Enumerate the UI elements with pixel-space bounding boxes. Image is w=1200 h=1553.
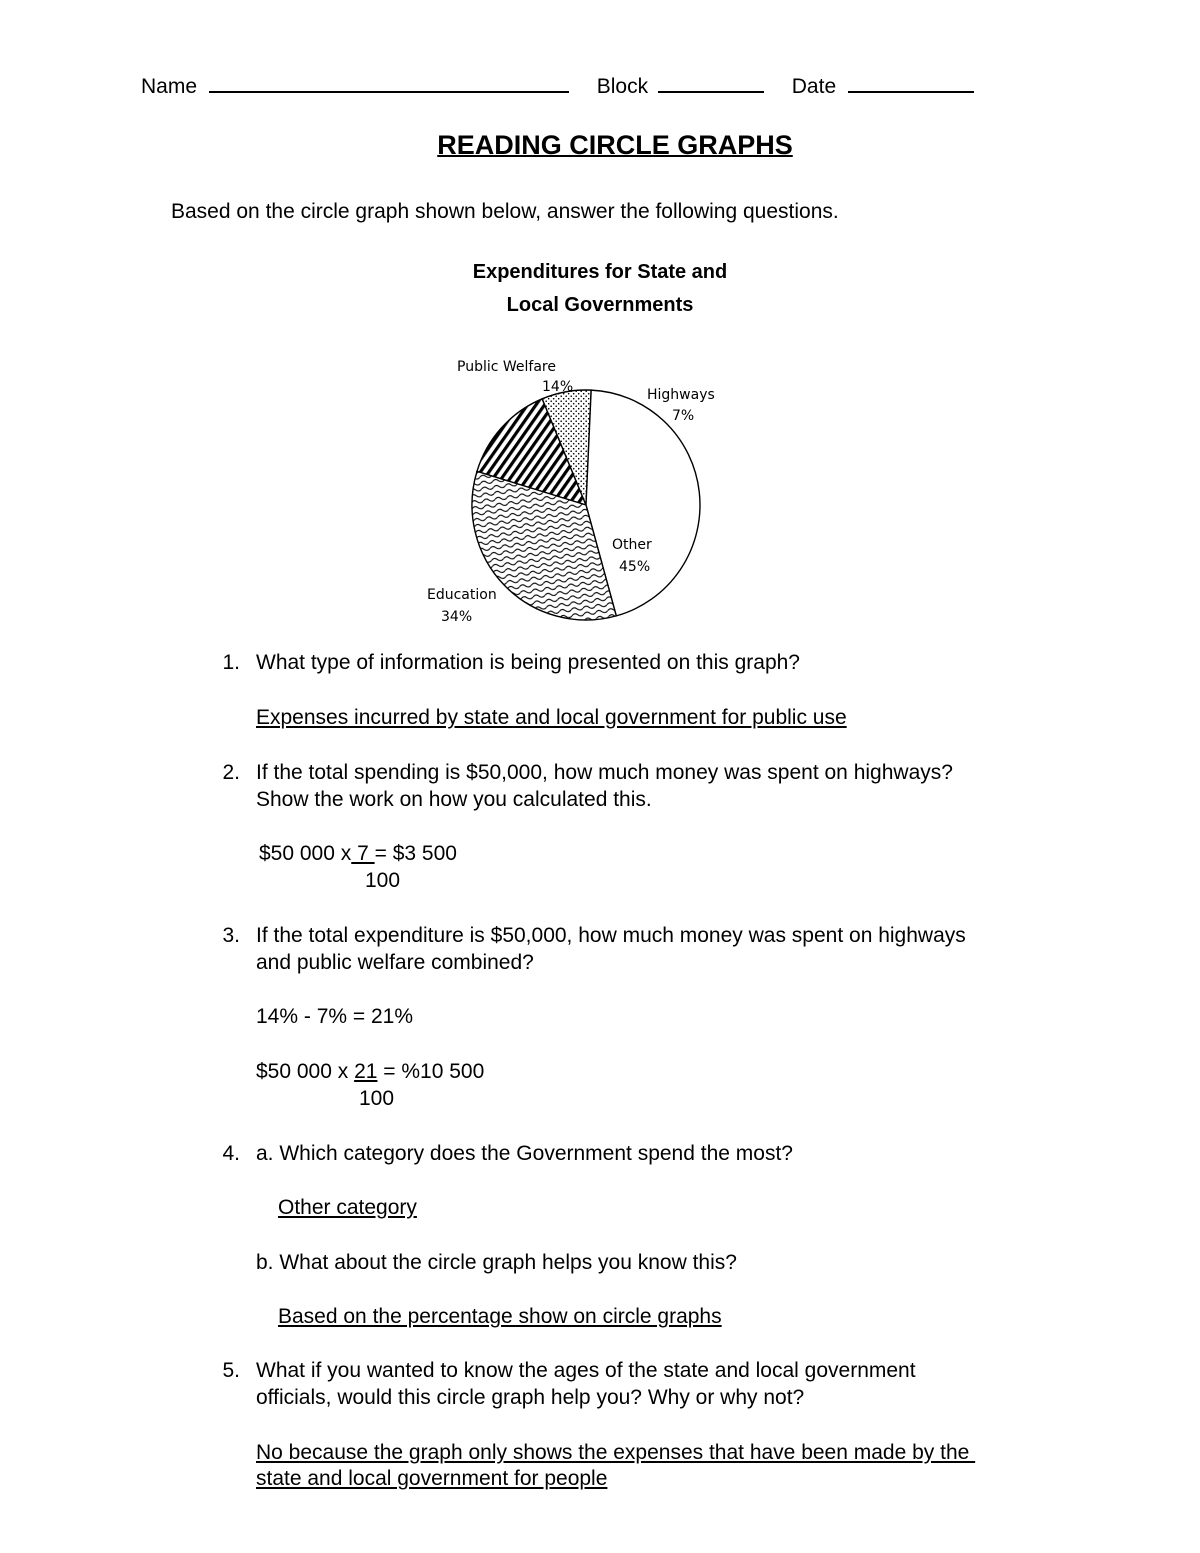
q2-number: 2. <box>222 761 240 784</box>
q2-work-prefix: $50 000 x <box>259 842 352 865</box>
q1-text: What type of information is being presented on this graph? <box>256 651 800 674</box>
q4-answer-b: Based on the percentage show on circle graphs <box>278 1305 722 1328</box>
q1-answer: Expenses incurred by state and local government for public use <box>256 706 847 729</box>
value-highways: 7% <box>672 408 695 424</box>
block-label: Block <box>596 75 649 98</box>
q2-line1: If the total spending is $50,000, how much money was spent on highways? <box>256 761 953 784</box>
q3-line1: If the total expenditure is $50,000, how much money was spent on highways <box>256 924 966 947</box>
name-label: Name <box>141 75 198 98</box>
q5-line2: officials, would this circle graph help you? Why or why not? <box>256 1386 805 1409</box>
chart-title-line2: Local Governments <box>506 294 694 316</box>
q2-work-denominator: 100 <box>365 869 401 892</box>
header-row <box>141 71 974 99</box>
value-other: 45% <box>619 559 651 575</box>
q5-answer-line2: state and local government for people <box>256 1467 608 1490</box>
q2-line2: Show the work on how you calculated this. <box>256 788 652 811</box>
instructions: Based on the circle graph shown below, answer the following questions. <box>171 200 839 223</box>
q3-line2: and public welfare combined? <box>256 951 534 974</box>
value-public-welfare: 14% <box>542 379 574 395</box>
label-public-welfare: Public Welfare <box>457 359 556 375</box>
label-highways: Highways <box>647 387 715 403</box>
q3-work-prefix: $50 000 x <box>256 1060 355 1083</box>
q3-work-denominator: 100 <box>359 1087 395 1110</box>
date-label: Date <box>791 75 837 98</box>
pie-chart <box>400 340 760 640</box>
chart-title <box>400 256 800 322</box>
q2-work-suffix: = $3 500 <box>374 842 457 865</box>
chart-title-line1: Expenditures for State and <box>472 261 728 283</box>
q5-number: 5. <box>222 1359 240 1382</box>
date-blank[interactable] <box>848 71 974 93</box>
q5-line1: What if you wanted to know the ages of the state and local government <box>256 1359 916 1382</box>
q3-number: 3. <box>222 924 240 947</box>
label-education: Education <box>427 587 497 603</box>
q4-part-a: a. Which category does the Government spend the most? <box>256 1142 793 1165</box>
label-other: Other <box>612 537 652 553</box>
q4-part-b: b. What about the circle graph helps you know this? <box>256 1251 737 1274</box>
q3-work-suffix: = %10 500 <box>377 1060 485 1083</box>
name-blank[interactable] <box>209 71 569 93</box>
value-education: 34% <box>441 609 473 625</box>
page-title: READING CIRCLE GRAPHS <box>437 130 793 160</box>
block-blank[interactable] <box>658 71 764 93</box>
q3-work <box>256 1060 484 1084</box>
q3-work-numerator: 21 <box>354 1060 378 1083</box>
q2-work-numerator: 7 <box>351 842 375 865</box>
q4-number: 4. <box>222 1142 240 1165</box>
q3-step1: 14% - 7% = 21% <box>256 1005 414 1028</box>
q1-number: 1. <box>222 651 240 674</box>
q5-answer-line1: No because the graph only shows the expenses that have been made by the <box>256 1441 976 1464</box>
q2-work <box>259 842 457 866</box>
q4-answer-a: Other category <box>278 1196 417 1219</box>
